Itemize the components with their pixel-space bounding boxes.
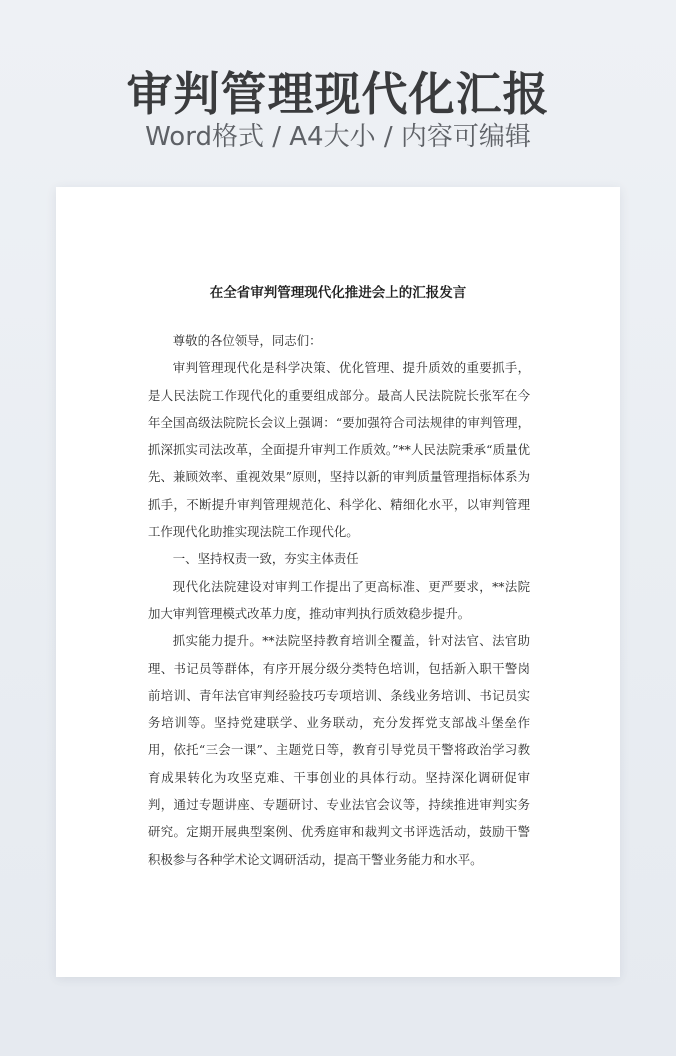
body-paragraph: 现代化法院建设对审判工作提出了更高标准、更严要求，**法院加大审判管理模式改革力度，推动审判执行质效稳步提升。	[148, 578, 530, 621]
document-page	[56, 187, 620, 977]
intro-paragraph: 审判管理现代化是科学决策、优化管理、提升质效的重要抓手，是人民法院工作现代化的重要组成部分。最高人民法院院长张军在今年全国高级法院院长会议上强调：“要加强符合司法规律的审判管理，抓深抓实司法改革，全面提升审判工作质效。”**人民法院秉承“质量优先、兼顾效率、重视效果”原则，坚持以新的审判质量管理指标体系为抓手，不断提升审判管理规范化、科学化、精细化水平，以审判管理工作现代化助推实现法院工作现代化。	[148, 360, 530, 540]
document-body	[148, 327, 530, 873]
section-heading: 一、坚持权责一致，夯实主体责任	[172, 551, 359, 567]
banner-title: 审判管理现代化汇报	[126, 67, 550, 121]
salutation-paragraph: 尊敬的各位领导，同志们：	[172, 333, 322, 348]
document-title: 在全省审判管理现代化推进会上的汇报发言	[209, 285, 467, 301]
banner-subtitle: Word格式 / A4大小 / 内容可编辑	[145, 122, 531, 152]
body-paragraph: 抓实能力提升。**法院坚持教育培训全覆盖，针对法官、法官助理、书记员等群体，有序开展分级分类特色培训，包括新入职干警岗前培训、青年法官审判经验技巧专项培训、条线业务培训、书记员实务培训等。坚持党建联学、业务联动，充分发挥党支部战斗堡垒作用，依托“三会一课”、主题党日等，教育引导党员干警将政治学习教育成果转化为攻坚克难、干事创业的具体行动。坚持深化调研促审判，通过专题讲座、专题研讨、专业法官会议等，持续推进审判实务研究。定期开展典型案例、优秀庭审和裁判文书评选活动，鼓励干警积极参与各种学术论文调研活动，提高干警业务能力和水平。	[148, 633, 530, 867]
